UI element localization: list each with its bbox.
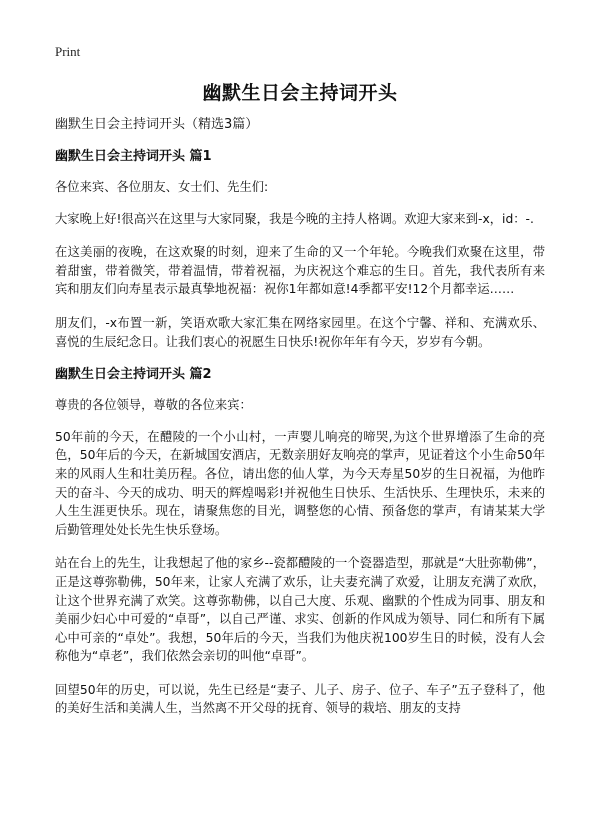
section-2-paragraph: 回望50年的历史，可以说，先生已经是“妻子、儿子、房子、位子、车子”五子登科了，他的美好生活和美满人生，当然离不开父母的抚育、领导的栽培、朋友的支持 <box>55 682 545 716</box>
section-1-paragraph: 大家晚上好!很高兴在这里与大家同聚，我是今晚的主持人格调。欢迎大家来到-x，id：-. <box>55 211 534 226</box>
print-link[interactable]: Print <box>55 44 81 59</box>
page-title: 幽默生日会主持词开头 <box>202 82 398 104</box>
section-1-paragraph: 各位来宾、各位朋友、女士们、先生们: <box>55 180 269 194</box>
section-2-paragraph: 尊贵的各位领导，尊敬的各位来宾： <box>55 398 252 413</box>
section-1-paragraph: 朋友们，-x布置一新，笑语欢歌大家汇集在网络家园里。在这个宁馨、祥和、充满欢乐、喜悦的生辰纪念日。让我们衷心的祝愿生日快乐!祝你年年有今天，岁岁有今朝。 <box>55 315 545 349</box>
article-body <box>55 116 545 733</box>
section-1-heading: 幽默生日会主持词开头 篇1 <box>55 149 212 164</box>
section-2-heading: 幽默生日会主持词开头 篇2 <box>55 367 212 383</box>
section-2-paragraph: 站在台上的先生，让我想起了他的家乡--瓷都醴陵的一个瓷器造型，那就是“大肚弥勒佛”，正是这尊弥勒佛，50年来，让家人充满了欢乐，让夫妻充满了欢爱，让朋友充满了欢欣，让这个世界充满了欢笑。这尊弥勒佛，以自己大度、乐观、幽默的个性成为同事、朋友和美丽少妇心中可爱的“卓哥”，以自己严谨、求实、创新的作风成为领导、同仁和所有下属心中可亲的“卓处”。我想，50年后的今天，当我们为他庆祝100岁生日的时候，没有人会称他为“卓老”，我们依然会亲切的叫他“卓哥”。 <box>55 556 545 664</box>
article-subtitle: 幽默生日会主持词开头（精选3篇） <box>55 117 259 132</box>
section-1-paragraph: 在这美丽的夜晚，在这欢聚的时刻，迎来了生命的又一个年轮。今晚我们欢聚在这里，带着甜蜜，带着微笑，带着温情，带着祝福，为庆祝这个难忘的生日。首先，我代表所有来宾和朋友们向寿星表示最真挚地祝福：祝你1年都如意!4季都平安!12个月都幸运…… <box>55 245 545 297</box>
section-2-paragraph: 50年前的今天，在醴陵的一个小山村，一声婴儿响亮的啼哭,为这个世界增添了生命的亮色，50年后的今天，在新城国安酒店，无数亲朋好友响亮的掌声，见证着这个小生命50年来的风雨人生和壮美历程。各位，请出您的仙人掌，为今天寿星50岁的生日祝福，为他昨天的奋斗、今天的成功、明天的辉煌喝彩!并祝他生日快乐、生活快乐、生理快乐，未来的人生生涯更快乐。现在，请聚焦您的目光，调整您的心情、预备您的掌声，有请某某大学后勤管理处处长先生快乐登场。 <box>55 429 545 537</box>
